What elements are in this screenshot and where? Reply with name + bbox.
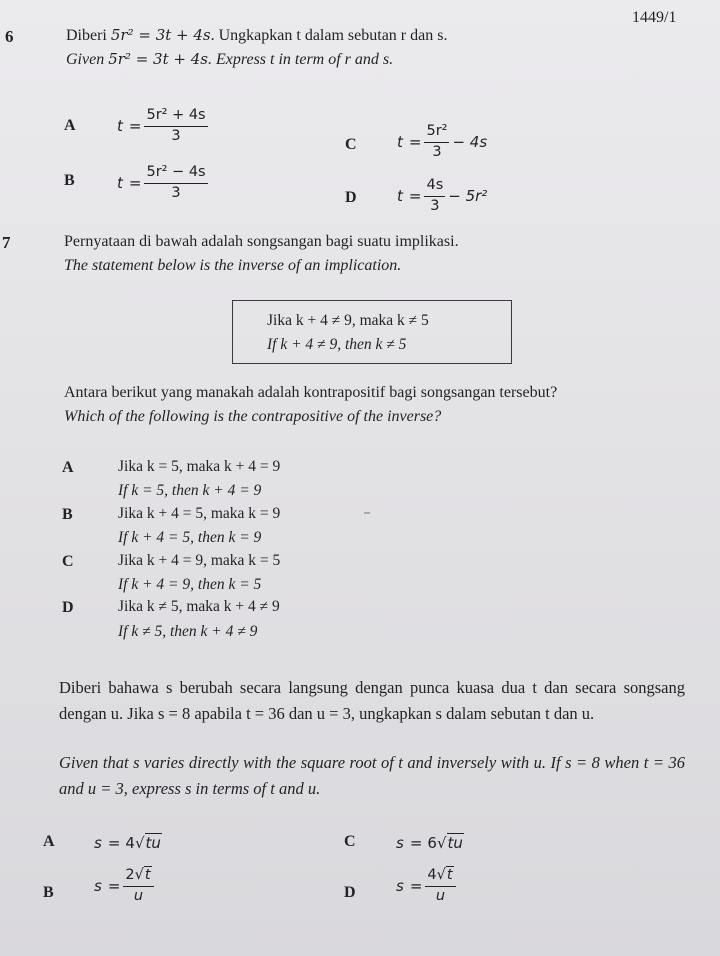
- q6-option-a-letter[interactable]: A: [64, 117, 76, 134]
- q7-option-a-malay: Jika k = 5, maka k + 4 = 9: [118, 458, 281, 475]
- q6-option-b-lhs: t: [117, 174, 123, 193]
- q8-english-stem: Given that s varies directly with the square root of t and inversely with u. If s = 8 when t = 36 and u = 3, express s in terms of t and u.: [59, 753, 685, 798]
- q8-option-c-radicand: tu: [447, 834, 463, 852]
- q6-option-c-rest: − 4s: [452, 133, 488, 152]
- q6-english-stem: [66, 50, 393, 69]
- box-malay-statement: Jika k + 4 ≠ 9, maka k ≠ 5: [267, 312, 429, 329]
- q8-malay-stem: Diberi bahawa s berubah secara langsung dengan punca kuasa dua t dan secara songsang dengan u. Jika s = 8 apabila t = 36 dan u = 3, ungkapkan s dalam sebutan t dan u.: [59, 678, 685, 723]
- q8-option-a-expression: s = 4 √ tu: [94, 833, 161, 852]
- q6-malay-instruction: . Ungkapkan t dalam sebutan r dan s.: [210, 27, 448, 44]
- q7-option-a-english: If k = 5, then k + 4 = 9: [118, 482, 262, 499]
- q8-option-b-denominator: u: [133, 887, 144, 904]
- q8-option-d-lhs: s: [396, 877, 404, 896]
- q6-option-d-denominator: 3: [430, 197, 440, 214]
- question-number-6: 6: [5, 27, 14, 46]
- sqrt-symbol: √: [436, 867, 446, 883]
- sqrt-symbol: √: [436, 833, 447, 852]
- q7-malay-intro: Pernyataan di bawah adalah songsangan bagi suatu implikasi.: [64, 233, 459, 250]
- q8-option-d-radicand: t: [446, 867, 453, 883]
- q6-option-d-numerator: 4s: [424, 178, 445, 197]
- stray-mark: [364, 512, 370, 514]
- q6-english-given: Given: [66, 51, 109, 68]
- q8-option-b-coefficient: 2: [125, 867, 135, 883]
- q6-english-equation: 5r² = 3t + 4s: [108, 50, 208, 68]
- sqrt-symbol: √: [134, 833, 145, 852]
- q6-malay-equation: 5r² = 3t + 4s: [110, 26, 211, 44]
- q6-option-b-denominator: 3: [171, 184, 181, 201]
- q6-option-b-numerator: 5r² − 4s: [144, 165, 207, 184]
- q6-malay-stem: [66, 26, 447, 45]
- q8-option-c-expression: s = 6 √ tu: [396, 833, 463, 852]
- q7-option-d-letter[interactable]: D: [62, 599, 74, 616]
- q8-option-a-coefficient: 4: [125, 833, 135, 852]
- question-number-7: 7: [2, 233, 11, 252]
- q8-option-c-letter[interactable]: C: [344, 833, 356, 850]
- sqrt-symbol: √: [134, 867, 144, 883]
- q6-option-a-numerator: 5r² + 4s: [144, 108, 207, 127]
- q7-option-c-letter[interactable]: C: [62, 553, 74, 570]
- q8-option-b-radicand: t: [144, 867, 151, 883]
- q6-option-d-letter[interactable]: D: [345, 189, 357, 206]
- q7-option-c-malay: Jika k + 4 = 9, maka k = 5: [118, 552, 281, 569]
- q7-option-a-letter[interactable]: A: [62, 459, 74, 476]
- q7-english-intro: The statement below is the inverse of an implication.: [64, 257, 402, 274]
- q8-option-c-lhs: s: [396, 833, 404, 852]
- q6-option-a-expression: t = $\frac{\text{5r² + 4s}}{3}$: [117, 107, 206, 144]
- q6-option-d-rest: − 5r²: [448, 187, 488, 206]
- q6-english-instruction: . Express t in term of r and s.: [207, 51, 394, 68]
- q7-option-b-english: If k + 4 = 5, then k = 9: [118, 529, 262, 546]
- q6-option-b-letter[interactable]: B: [64, 172, 75, 189]
- q6-option-c-lhs: t: [397, 133, 403, 152]
- q8-option-d-letter[interactable]: D: [344, 884, 356, 901]
- q7-option-b-malay: Jika k + 4 = 5, maka k = 9: [118, 505, 281, 522]
- q8-option-d-coefficient: 4: [427, 867, 437, 883]
- q8-option-d-denominator: u: [435, 887, 446, 904]
- q8-option-b-letter[interactable]: B: [43, 884, 54, 901]
- q8-option-a-letter[interactable]: A: [43, 833, 55, 850]
- q8-option-a-radicand: tu: [145, 834, 161, 852]
- q6-option-d-expression: t = $\frac{4s}{3}$ − 5r²: [397, 177, 488, 214]
- inverse-statement-box: [232, 300, 512, 364]
- q6-option-c-expression: t = $\frac{\text{5r²}}{3}$ − 4s: [397, 123, 488, 160]
- q7-malay-question: Antara berikut yang manakah adalah kontrapositif bagi songsangan tersebut?: [64, 384, 558, 401]
- q7-option-d-english: If k ≠ 5, then k + 4 ≠ 9: [118, 623, 258, 640]
- box-english-statement: If k + 4 ≠ 9, then k ≠ 5: [267, 336, 407, 353]
- q8-option-a-lhs: s: [94, 833, 102, 852]
- q8-option-b-expression: s = $\frac{2√t}{u}$: [94, 868, 157, 905]
- q7-english-question: Which of the following is the contrapositive of the inverse?: [64, 408, 442, 425]
- paper-code: 1449/1: [632, 9, 677, 26]
- q7-option-d-malay: Jika k ≠ 5, maka k + 4 ≠ 9: [118, 598, 280, 615]
- q6-option-a-lhs: t: [117, 117, 123, 136]
- q6-malay-given: Diberi: [66, 27, 111, 44]
- q7-option-c-english: If k + 4 = 9, then k = 5: [118, 576, 262, 593]
- q6-option-c-letter[interactable]: C: [345, 136, 357, 153]
- q7-option-b-letter[interactable]: B: [62, 506, 73, 523]
- q6-option-a-denominator: 3: [171, 127, 181, 144]
- q8-option-c-coefficient: 6: [427, 833, 437, 852]
- q8-option-b-lhs: s: [94, 877, 102, 896]
- q6-option-c-denominator: 3: [432, 143, 442, 160]
- q6-option-d-lhs: t: [397, 187, 403, 206]
- q6-option-c-numerator: 5r²: [424, 124, 449, 143]
- q6-option-b-expression: t = $\frac{\text{5r² − 4s}}{3}$: [117, 164, 206, 201]
- q8-option-d-expression: s = $\frac{4√t}{u}$: [396, 868, 459, 905]
